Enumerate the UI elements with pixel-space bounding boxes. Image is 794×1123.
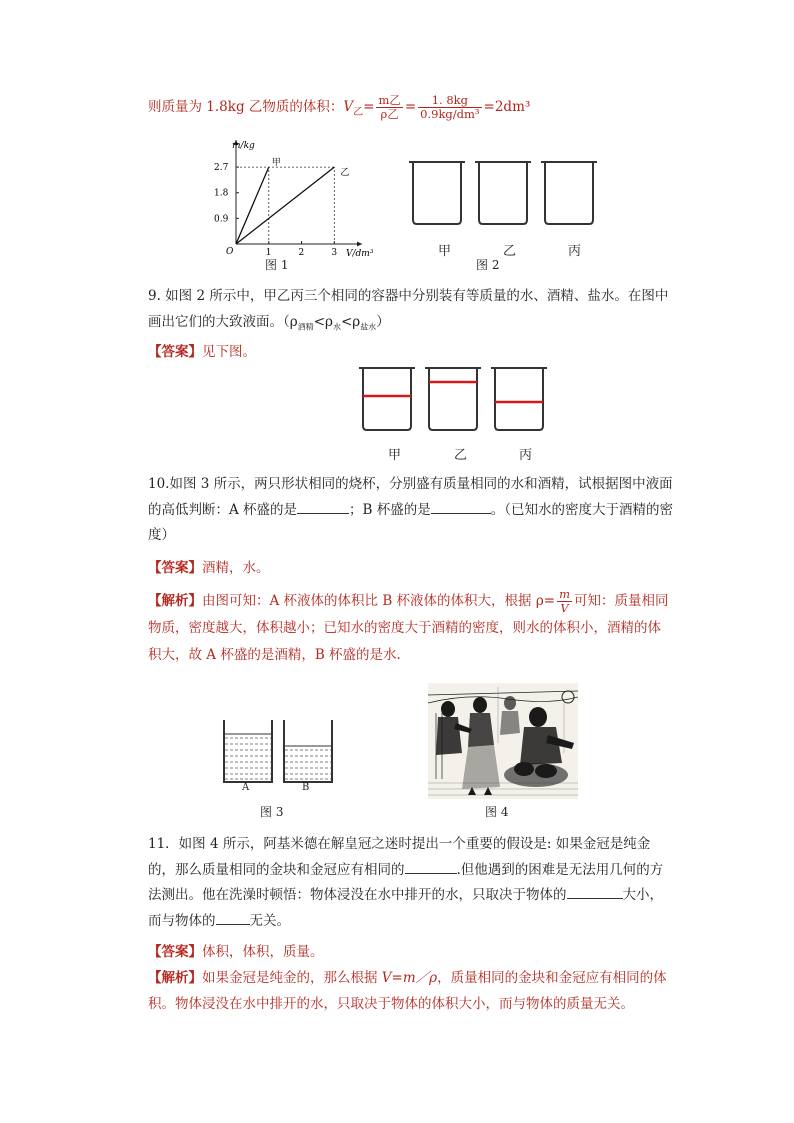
y-axis-label: m/kg xyxy=(232,141,255,151)
q10-blank-a[interactable] xyxy=(297,499,349,514)
formula-eq2: = xyxy=(404,99,417,116)
x-tick-label: 2 xyxy=(298,248,305,258)
frac1-den: ρ乙 xyxy=(380,107,399,122)
x-tick-label: 3 xyxy=(331,248,338,258)
fig3-caption: 图 3 xyxy=(260,805,284,819)
beaker-yi xyxy=(475,162,531,224)
q11-answer-tag: 【答案】 xyxy=(148,944,202,960)
x-axis-arrow xyxy=(357,242,362,247)
fig3-label-a: A xyxy=(242,782,250,793)
fig2-label-jia: 甲 xyxy=(438,244,452,259)
q9-answer xyxy=(148,340,256,360)
q10-answer xyxy=(148,556,270,576)
frac2-den: 0.9kg/dm³ xyxy=(420,107,480,122)
fig3-beakers xyxy=(218,716,338,792)
q9-answer-text: 见下图。 xyxy=(202,344,256,360)
q11-blank-a[interactable] xyxy=(405,859,457,874)
q11-blank-c[interactable] xyxy=(216,910,250,925)
series-label-yi: 乙 xyxy=(340,168,350,179)
q11-body-c: 大小，而与物体的 xyxy=(148,887,663,929)
answer-beaker-jia xyxy=(359,368,415,430)
q11-analysis-a: 如果金冠是纯金的，那么根据 xyxy=(202,970,382,986)
q10-answer-text: 酒精，水。 xyxy=(202,560,270,576)
answer-beaker-yi xyxy=(425,368,481,430)
formula-v: V xyxy=(343,99,354,116)
q9-sub-brine: 盐水 xyxy=(360,322,377,332)
q11-body-d: 无关。 xyxy=(249,912,290,929)
frac2-num: 1. 8kg xyxy=(418,94,481,108)
q11-answer xyxy=(148,940,324,960)
q10-analysis-b: 可知：质量相同物质，密度越大，体积越小；已知水的密度大于酒精的密度，则水的体积小，酒精的体积大，故 A 杯盛的是酒精，B 杯盛的是水. xyxy=(148,593,669,664)
q10-analysis xyxy=(148,588,673,669)
q10-analysis-tag: 【解析】 xyxy=(148,593,202,610)
q10-body-a: 10.如图 3 所示，两只形状相同的烧杯，分别盛有质量相同的水和酒精，试根据图中液面的高低判断：A 杯盛的是 xyxy=(148,476,673,518)
x-axis-label: V/dm³ xyxy=(346,249,374,259)
formula-prefix: 则质量为 1.8kg 乙物质的体积： xyxy=(148,99,344,116)
fig3-label-b: B xyxy=(302,782,310,793)
fig4-archimedes-illustration xyxy=(428,683,578,799)
q11-analysis-formula: V=m／ρ xyxy=(381,970,438,986)
series-line-1 xyxy=(236,167,269,244)
q11-blank-b[interactable] xyxy=(567,885,623,900)
q11-analysis-b: ，质量相同的金块和金冠应有相同的体积。物体浸没在水中排开的水，只取决于物体的体积大小，而与物体的质量无关。 xyxy=(148,970,667,1012)
q10-text xyxy=(148,472,673,549)
y-tick-label: 2.7 xyxy=(214,163,229,174)
q9-close: ） xyxy=(376,313,390,330)
fig2-caption: 图 2 xyxy=(476,258,500,272)
q10-blank-b[interactable] xyxy=(431,499,491,514)
formula-sub: 乙 xyxy=(353,106,364,118)
y-tick-label: 0.9 xyxy=(214,214,229,225)
y-tick-label: 1.8 xyxy=(214,188,229,199)
answer9-label-bing: 丙 xyxy=(519,448,533,463)
formula-result: =2dm³ xyxy=(483,99,531,116)
q10-frac-num: m xyxy=(559,587,570,601)
q10-body-b: ；B 杯盛的是 xyxy=(349,501,431,518)
q10-answer-tag: 【答案】 xyxy=(148,560,202,576)
q10-frac-den: V xyxy=(560,601,569,616)
q9-answer-tag: 【答案】 xyxy=(148,344,202,360)
q9-lt1: <ρ xyxy=(313,313,333,330)
q11-text xyxy=(148,832,673,935)
fig4-caption: 图 4 xyxy=(485,805,509,819)
fig1-chart xyxy=(200,138,380,260)
q9-sub-water: 水 xyxy=(332,322,341,332)
beaker-bing xyxy=(541,162,597,224)
q10-body-c: 。（已知水的密度大于酒精的密度） xyxy=(148,501,674,544)
q9-body: 9. 如图 2 所示中，甲乙丙三个相同的容器中分别装有等质量的水、酒精、盐水。在图中画出它们的大致液面。（ρ xyxy=(148,288,669,330)
answer-beaker-bing xyxy=(491,368,547,430)
series-label-jia: 甲 xyxy=(271,158,281,169)
frac1-num: m乙 xyxy=(378,93,401,107)
fig1-caption: 图 1 xyxy=(265,258,289,272)
q9-sub-alcohol: 酒精 xyxy=(297,322,314,332)
series-line-2 xyxy=(236,167,334,244)
q10-analysis-a: 由图可知：A 杯液体的体积比 B 杯液体的体积大，根据 ρ= xyxy=(202,593,556,610)
formula-eq: = xyxy=(363,99,375,116)
answer9-label-jia: 甲 xyxy=(388,448,402,463)
fig-answer9-beakers xyxy=(355,364,555,436)
q11-analysis xyxy=(148,966,673,1017)
q11-body-a: 11．如图 4 所示，阿基米德在解皇冠之迷时提出一个重要的假设是: 如果金冠是纯金的，那么质量相同的金块和金冠应有相同的 xyxy=(148,836,651,878)
fig3-beaker-b xyxy=(284,720,332,782)
q11-answer-text: 体积，体积，质量。 xyxy=(202,944,324,960)
fig2-beakers xyxy=(405,158,605,228)
beaker-jia xyxy=(409,162,465,224)
origin-label: O xyxy=(226,247,234,257)
formula-frac1 xyxy=(376,94,402,121)
fig2-label-yi: 乙 xyxy=(503,244,517,259)
fig3-beaker-a xyxy=(224,720,272,782)
x-tick-label: 1 xyxy=(265,248,272,258)
formula-line xyxy=(148,94,530,121)
fig2-label-bing: 丙 xyxy=(568,244,582,259)
q9-text xyxy=(148,284,673,335)
formula-frac2 xyxy=(418,94,481,121)
q9-lt2: <ρ xyxy=(340,313,361,330)
q11-analysis-tag: 【解析】 xyxy=(148,970,202,986)
q10-analysis-frac xyxy=(557,588,572,615)
answer9-label-yi: 乙 xyxy=(454,448,468,463)
q11-body-b: .但他遇到的困难是无法用几何的方法测出。他在洗澡时顿悟：物体浸没在水中排开的水，只取决于物体的 xyxy=(148,861,664,904)
